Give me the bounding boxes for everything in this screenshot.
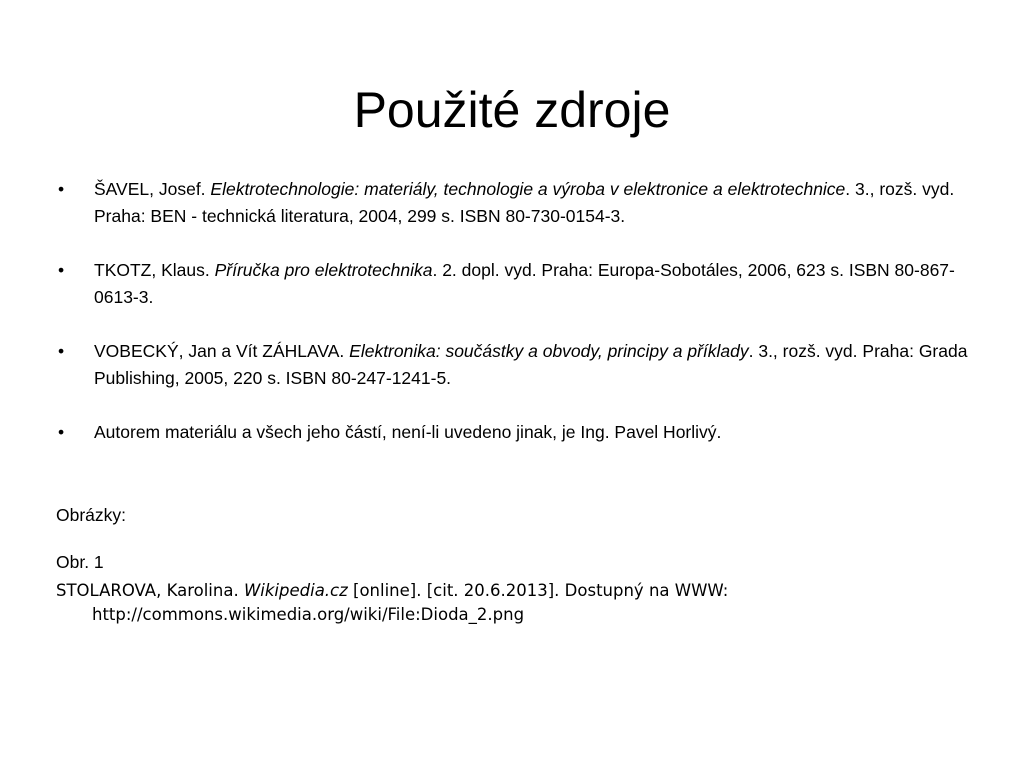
reference-author: ŠAVEL, Josef. xyxy=(94,179,211,199)
reference-item xyxy=(58,257,978,311)
picture-source xyxy=(56,579,992,627)
picture-source-details: [online]. [cit. 20.6.2013]. Dostupný na WWW: http://commons.wikimedia.org/wiki/File:Dioda_2.png xyxy=(92,581,729,624)
reference-author: TKOTZ, Klaus. xyxy=(94,260,215,280)
reference-list xyxy=(58,176,978,446)
reference-title: Elektrotechnologie: materiály, technologie a výroba v elektronice a elektrotechnice xyxy=(210,179,846,199)
slide-title: Použité zdroje xyxy=(353,82,671,138)
picture-source-title: Wikipedia.cz xyxy=(243,581,348,600)
pictures-heading: Obrázky: xyxy=(56,505,127,525)
reference-item xyxy=(58,176,978,230)
picture-source-author: STOLAROVA, Karolina. xyxy=(56,581,244,600)
reference-item xyxy=(58,338,978,392)
picture-label: Obr. 1 xyxy=(56,552,104,572)
reference-details: . 2. dopl. vyd. Praha: Europa-Sobotáles, 2006, 623 s. ISBN 80-867-0613-3. xyxy=(94,260,955,307)
bullet: • xyxy=(58,179,65,199)
reference-title: Elektronika: součástky a obvody, principy a příklady xyxy=(349,341,749,361)
reference-details: . 3., rozš. vyd. Praha: BEN - technická literatura, 2004, 299 s. ISBN 80-730-0154-3. xyxy=(94,179,955,226)
reference-author: VOBECKÝ, Jan a Vít ZÁHLAVA. xyxy=(94,341,350,361)
reference-item-author-note xyxy=(58,419,978,446)
reference-details: . 3., rozš. vyd. Praha: Grada Publishing, 2005, 220 s. ISBN 80-247-1241-5. xyxy=(94,341,968,388)
bullet: • xyxy=(58,422,65,442)
author-note: Autorem materiálu a všech jeho částí, není-li uvedeno jinak, je Ing. Pavel Horlivý. xyxy=(94,422,722,442)
bullet: • xyxy=(58,260,65,280)
reference-title: Příručka pro elektrotechnika xyxy=(214,260,433,280)
bullet: • xyxy=(58,341,65,361)
